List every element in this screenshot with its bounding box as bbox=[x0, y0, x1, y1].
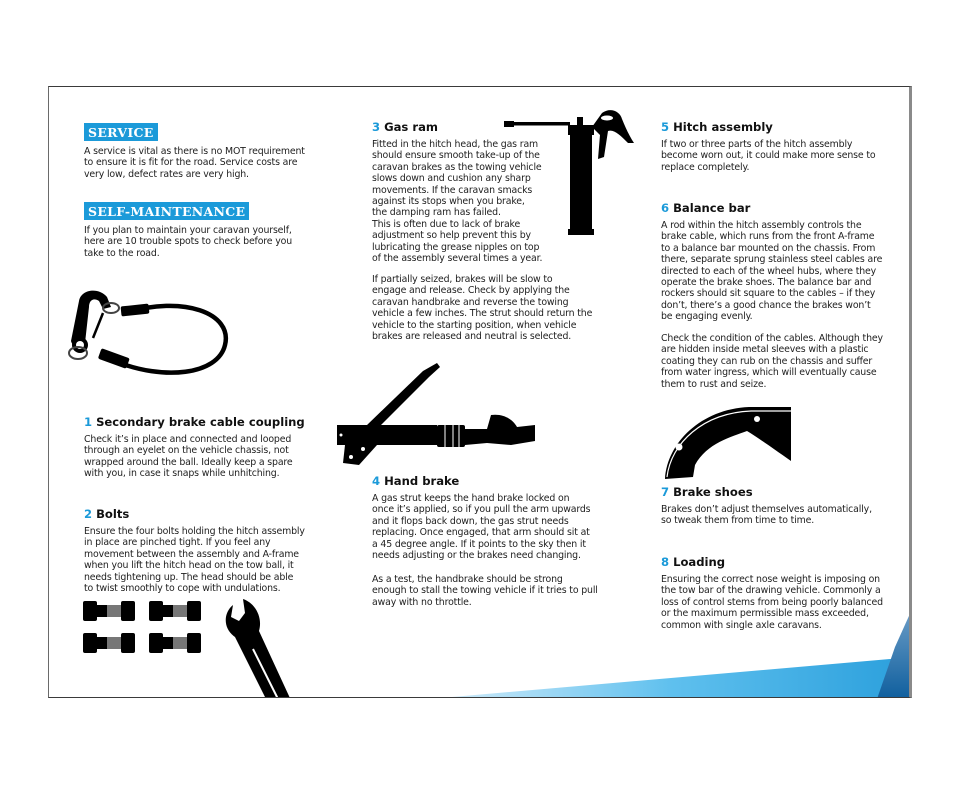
item-8-text: Ensuring the correct nose weight is imposing on the tow bar of the drawing vehicle. Commonly a loss of control stems from being poorly balanced or the maximum permissible mass exceeded, common with single axle caravans. bbox=[661, 574, 883, 631]
service-tag: SERVICE bbox=[84, 123, 158, 141]
item-7-title: Brake shoes bbox=[673, 485, 753, 499]
item-1-number: 1 bbox=[84, 415, 93, 429]
item-8-title: Loading bbox=[673, 555, 726, 569]
item-6-number: 6 bbox=[661, 201, 670, 215]
item-4-text-2: As a test, the handbrake should be strong enough to stall the towing vehicle if it tries to pull away with no throttle. bbox=[372, 574, 598, 608]
item-6-title: Balance bar bbox=[673, 201, 751, 215]
item-1-text: Check it’s in place and connected and looped through an eyelet on the vehicle chassis, not wrapped around the ball. Ideally keep a spare with you, in case it snaps while unhitching. bbox=[84, 434, 293, 480]
item-3-text-2: If partially seized, brakes will be slow to engage and release. Check by applying the caravan handbrake and reverse the towing vehicle a few inches. The strut should return the vehicle to the starting position, when vehicle brakes are released and neutral is selected. bbox=[372, 274, 593, 343]
item-7-number: 7 bbox=[661, 485, 670, 499]
self-maintenance-text: If you plan to maintain your caravan yourself, here are 10 trouble spots to check before you take to the road. bbox=[84, 225, 293, 259]
item-8-number: 8 bbox=[661, 555, 670, 569]
item-2-text: Ensure the four bolts holding the hitch assembly in place are pinched tight. If you feel any movement between the assembly and A-frame when you lift the hitch head on the tow ball, it needs tightening up. The head should be able to twist smoothly to cope with undulations. bbox=[84, 526, 305, 595]
item-2-number: 2 bbox=[84, 507, 93, 521]
item-5-text: If two or three parts of the hitch assembly become worn out, it could make more sense to replace completely. bbox=[661, 139, 876, 173]
service-text: A service is vital as there is no MOT requirement to ensure it is fit for the road. Service costs are very low, defect rates are very high. bbox=[84, 146, 305, 180]
self-maintenance-tag: SELF-MAINTENANCE bbox=[84, 202, 249, 220]
item-3-title: Gas ram bbox=[384, 120, 438, 134]
item-6-text-1: A rod within the hitch assembly controls the brake cable, which runs from the front A-frame to a balance bar mounted on the chassis. From there, separate sprung stainless steel cables are directed to each of the wheel hubs, where they operate the brake shoes. The balance bar and rockers should sit square to the cables – if they don’t, there’s a good chance the brakes won’t be engaging evenly. bbox=[661, 220, 883, 323]
item-4-number: 4 bbox=[372, 474, 381, 488]
item-5-title: Hitch assembly bbox=[673, 120, 773, 134]
item-1-title: Secondary brake cable coupling bbox=[96, 415, 305, 429]
item-3-text-1: Fitted in the hitch head, the gas ram should ensure smooth take-up of the caravan brakes as the towing vehicle slows down and cushion any sharp movements. If the caravan smacks against its stops when you brake, the damping ram has failed. This is often due to lack of brake adjustment so help prevent this by lubricating the grease nipples on top of the assembly several times a year. bbox=[372, 139, 543, 265]
blue-swoosh-decoration bbox=[49, 87, 912, 698]
item-4-title: Hand brake bbox=[384, 474, 460, 488]
item-5-number: 5 bbox=[661, 120, 670, 134]
brochure-page bbox=[48, 86, 912, 698]
item-3-number: 3 bbox=[372, 120, 381, 134]
item-2-title: Bolts bbox=[96, 507, 130, 521]
item-4-text-1: A gas strut keeps the hand brake locked on once it’s applied, so if you pull the arm upwards and it flops back down, the gas strut needs replacing. Once engaged, that arm should sit at a 45 degree angle. If it points to the sky then it needs adjusting or the brakes need changing. bbox=[372, 493, 591, 562]
item-6-text-2: Check the condition of the cables. Although they are hidden inside metal sleeves with a plastic coating they can rub on the chassis and suffer from water ingress, which will eventually cause them to rust and seize. bbox=[661, 333, 883, 390]
item-7-text: Brakes don’t adjust themselves automatically, so tweak them from time to time. bbox=[661, 504, 872, 527]
